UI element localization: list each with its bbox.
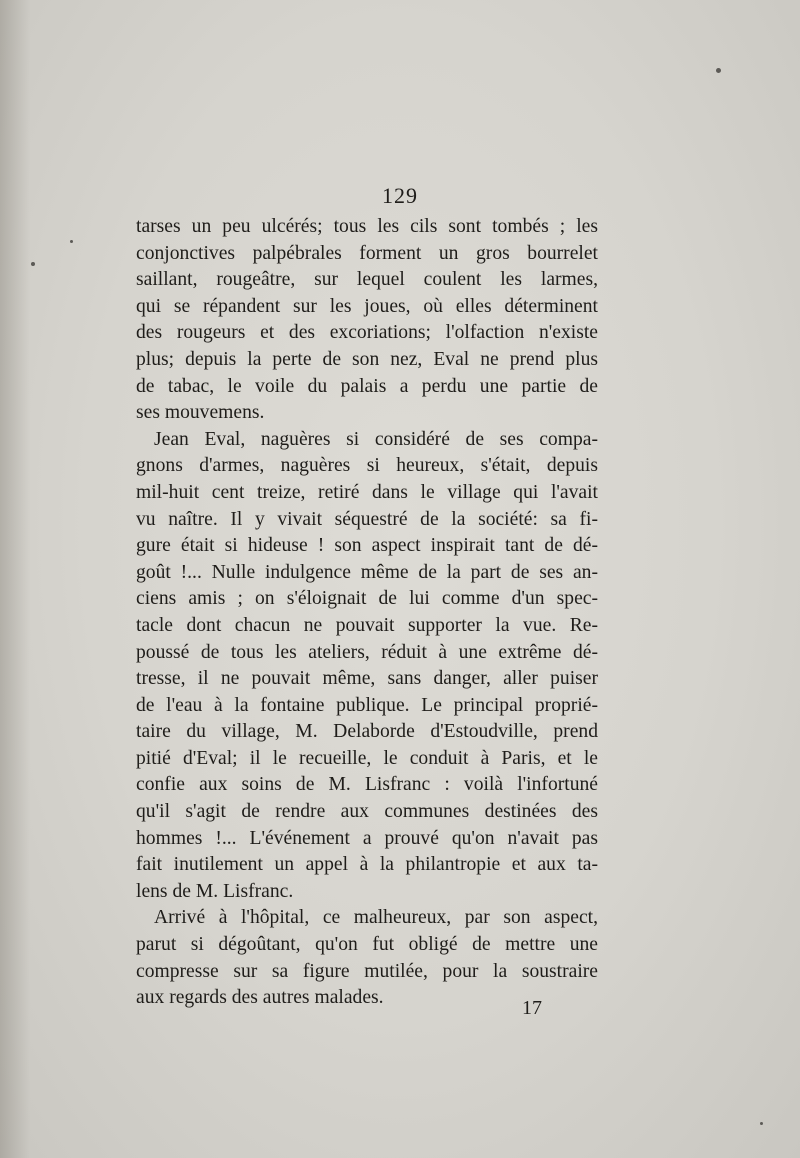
text-line: vu naître. Il y vivait séquestré de la société: sa fi- — [136, 508, 598, 530]
text-line: plus; depuis la perte de son nez, Eval ne prend plus — [136, 348, 598, 370]
ink-speck — [716, 68, 721, 73]
text-line: mil-huit cent treize, retiré dans le village qui l'avait — [136, 481, 598, 503]
text-line: confie aux soins de M. Lisfranc : voilà l'infortuné — [136, 774, 598, 796]
ink-speck — [70, 240, 73, 243]
text-line: compresse sur sa figure mutilée, pour la soustraire — [136, 960, 598, 982]
text-line: saillant, rougeâtre, sur lequel coulent les larmes, — [136, 269, 598, 291]
text-line: taire du village, M. Delaborde d'Estoudville, prend — [136, 721, 598, 743]
signature-mark: 17 — [522, 997, 542, 1019]
text-line: tresse, il ne pouvait même, sans danger, aller puiser — [136, 668, 598, 690]
text-line: poussé de tous les ateliers, réduit à une extrême dé- — [136, 641, 598, 663]
page-number: 129 — [382, 183, 418, 208]
text-line: Arrivé à l'hôpital, ce malheureux, par son aspect, — [154, 907, 598, 929]
text-line: qui se répandent sur les joues, où elles déterminent — [136, 295, 598, 317]
text-line: gnons d'armes, naguères si heureux, s'était, depuis — [136, 455, 598, 477]
text-line: lens de M. Lisfranc. — [136, 880, 294, 902]
text-line: de l'eau à la fontaine publique. Le principal proprié- — [136, 694, 598, 716]
text-line: pitié d'Eval; il le recueille, le conduit à Paris, et le — [136, 747, 598, 769]
body-text — [136, 214, 598, 1012]
ink-speck — [31, 262, 35, 266]
text-line: fait inutilement un appel à la philantropie et aux ta- — [136, 854, 598, 876]
text-line: Jean Eval, naguères si considéré de ses compa- — [154, 428, 598, 450]
text-line: parut si dégoûtant, qu'on fut obligé de mettre une — [136, 934, 598, 956]
ink-speck — [760, 1122, 763, 1125]
text-line: ses mouvemens. — [136, 402, 265, 424]
text-line: tacle dont chacun ne pouvait supporter la vue. Re- — [136, 614, 598, 636]
text-line: gure était si hideuse ! son aspect inspirait tant de dé- — [136, 535, 598, 557]
page-edge-shadow — [0, 0, 30, 1158]
text-line: conjonctives palpébrales forment un gros bourrelet — [136, 242, 598, 264]
text-line: hommes !... L'événement a prouvé qu'on n'avait pas — [136, 827, 598, 849]
text-line: de tabac, le voile du palais a perdu une partie de — [136, 375, 598, 397]
text-line: tarses un peu ulcérés; tous les cils sont tombés ; les — [136, 216, 598, 237]
text-line: qu'il s'agit de rendre aux communes destinées des — [136, 801, 598, 823]
text-line: aux regards des autres malades. — [136, 987, 384, 1009]
text-line: des rougeurs et des excoriations; l'olfaction n'existe — [136, 322, 598, 344]
text-line: ciens amis ; on s'éloignait de lui comme d'un spec- — [136, 588, 598, 610]
text-line: goût !... Nulle indulgence même de la part de ses an- — [136, 561, 598, 583]
